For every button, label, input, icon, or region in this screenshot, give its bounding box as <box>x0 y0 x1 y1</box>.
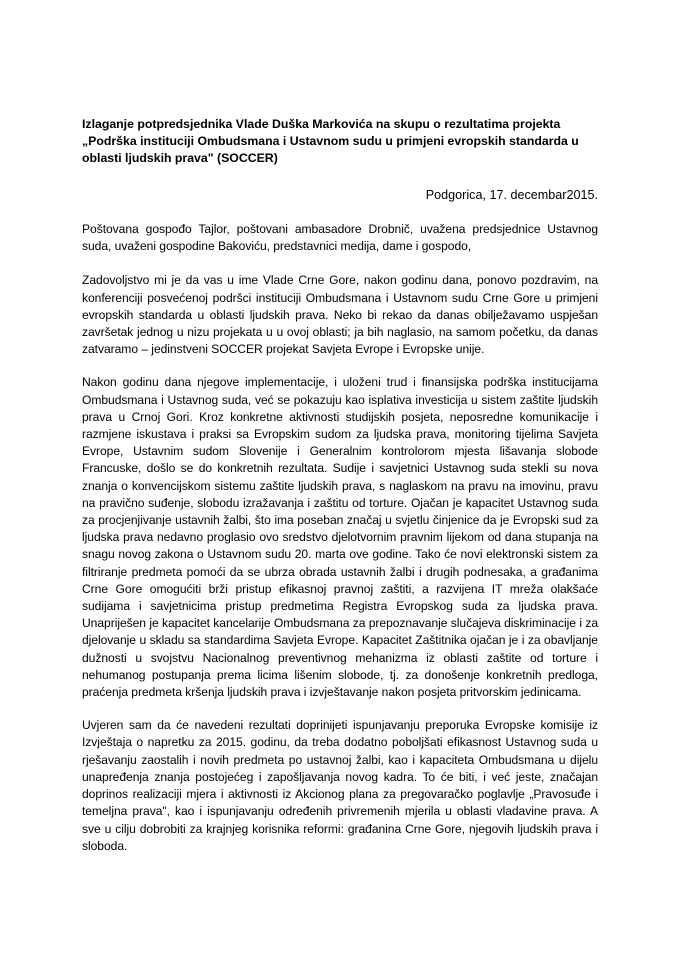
title-line: oblasti ljudskih prava" (SOCCER) <box>82 151 278 165</box>
body-paragraph: Zadovoljstvo mi je da vas u ime Vlade Crne Gore, nakon godinu dana, ponovo pozdravim, na konferenciji posvećenoj podršci instituciji Ombudsmana i Ustavnom sudu Crne Gore u primjeni evropskih standarda u oblasti ljudskih prava. Neko bi rekao da danas obilježavamo uspješan završetak jednog u nizu projekata u u ovoj oblasti; ja bih naglasio, na samom početku, da danas zatvaramo – jedinstveni SOCCER projekat Savjeta Evrope i Evropske unije. <box>82 273 598 357</box>
body-paragraph: Nakon godinu dana njegove implementacije, i uloženi trud i finansijska podrška institucijama Ombudsmana i Ustavnog suda, već se pokazuju kao isplativa investicija u sistem zaštite ljudskih prava u Crnoj Gori. Kroz konkretne aktivnosti studijskih posjeta, neposredne komunikacije i razmjene iskustava i praksi sa Evropskim sudom za ljudska prava, monitoring tijelima Savjeta Evrope, Ustavnim sudom Slovenije i Generalnim kontrolorom mjesta lišavanja slobode Francuske, došlo se do konkretnih rezultata. Sudije i savjetnici Ustavnog suda stekli su nova znanja o konvencijskom sistemu zaštite ljudskih prava, s naglaskom na pravu na imovinu, pravu na pravično suđenje, slobodu izražavanja i zaštitu od torture. Ojačan je kapacitet Ustavnog suda za procjenjivanje ustavnih žalbi, što ima poseban značaj u svjetlu činjenice da je Evropski sud za ljudska prava nedavno proglasio ovo sredstvo djelotvornim pravnim lijekom od dana stupanja na snagu novog zakona o Ustavnom sudu 20. marta ove godine. Tako će novi elektronski sistem za filtriranje predmeta pomoći da se ubrza obrada ustavnih žalbi i drugih podnesaka, a građanima Crne Gore omogućiti brži pristup efikasnoj pravnoj zaštiti, a razvijena IT mreža olakšaće sudijama i savjetnicima pristup predmetima Registra Evropskog suda za ljudska prava. Unapriješen je kapacitet kancelarije Ombudsmana za prepoznavanje slučajeva diskriminacije i za djelovanje u skladu sa standardima Savjeta Evrope. Kapacitet Zaštitnika ojačan je i za obavljanje dužnosti u svojstvu Nacionalnog preventivnog mehanizma iz oblasti zaštite od torture i nehumanog postupanja prema licima lišenim slobode, tj. za donošenje konkretnih predloga, praćenja predmeta kršenja ljudskih prava i izvještavanje nakon posjeta pritvorskim jedinicama. <box>82 375 598 700</box>
salutation-paragraph: Poštovana gospođo Tajlor, poštovani ambasadore Drobnič, uvažena predsjednice Ustavnog suda, uvaženi gospodine Bakoviću, predstavnici medija, dame i gospodo, <box>82 222 598 254</box>
title-line: Izlaganje potpredsjednika Vlade Duška Markovića na skupu o rezultatima projekta <box>82 117 561 131</box>
body-paragraph: Uvjeren sam da će navedeni rezultati doprinijeti ispunjavanju preporuka Evropske komisije iz Izvještaja o napretku za 2015. godinu, da treba dodatno poboljšati efikasnost Ustavnog suda u rješavanju zaostalih i novih predmeta po ustavnoj žalbi, kao i kapaciteta Ombudsmana u dijelu unapređenja znanja postojećeg i zapošljavanja novog kadra. To će biti, i već jeste, značajan doprinos realizaciji mjera i aktivnosti iz Akcionog plana za pregovaračko poglavlje „Pravosuđe i temeljna prava", kao i ispunjavanju određenih privremenih mjerila u oblasti vladavine prava. A sve u cilju dobrobiti za krajnjeg korisnika reformi: građanina Crne Gore, njegovih ljudskih prava i sloboda. <box>82 718 598 853</box>
document-title <box>82 116 598 167</box>
place-date-line: Podgorica, 17. decembar2015. <box>425 188 598 202</box>
document-body <box>82 116 598 855</box>
title-line: „Podrška instituciji Ombudsmana i Ustavnom sudu u primjeni evropskih standarda u <box>82 134 579 148</box>
